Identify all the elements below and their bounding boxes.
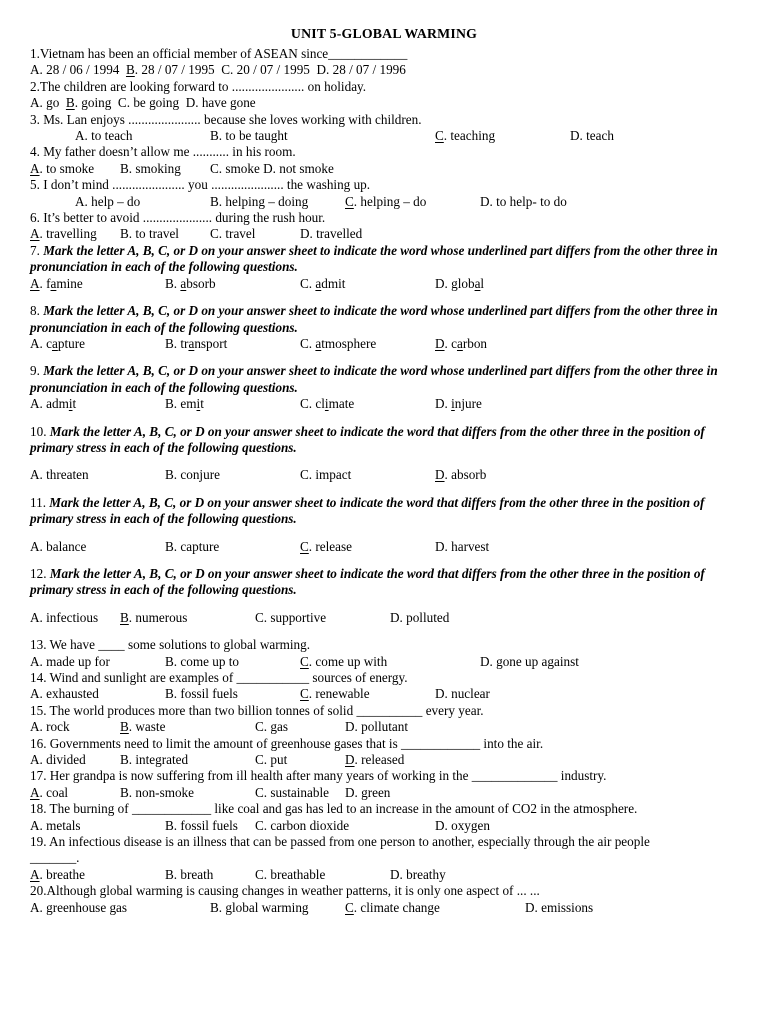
instruction-text: Mark the letter A, B, C, or D on your answer sheet to indicate the word whose underlined part differs from the other three in pronunciation in each of the following questions. — [30, 303, 721, 335]
instruction-text: Mark the letter A, B, C, or D on your answer sheet to indicate the word that differs from the other three in the position of primary stress in each of the following questions. — [30, 565, 709, 598]
question-stem: 6. It’s better to avoid ..................... during the rush hour. — [30, 210, 326, 226]
question-stem: 4. My father doesn’t allow me ........... in his room. — [30, 144, 296, 160]
instruction-text: Mark the letter A, B, C, or D on your answer sheet to indicate the word that differs from the other three in the position of primary stress in each of the following questions. — [30, 423, 709, 455]
question-number: 12. — [30, 565, 50, 581]
question-stem: 3. Ms. Lan enjoys ...................... because she loves working with children. — [30, 111, 422, 127]
question-stem: 20.Although global warming is causing changes in weather patterns, it is only one aspect of ... ... — [30, 883, 540, 899]
blank-line — [30, 292, 738, 303]
answer-options-row: A. threaten B. conjure C. impact D. absorb — [30, 467, 487, 483]
question-stem: 19. An infectious disease is an illness that can be passed from one person to another, especially through the air people — [30, 834, 650, 850]
blank-line — [30, 413, 738, 424]
question-stem: 5. I don’t mind ...................... you ...................... the washing up. — [30, 177, 371, 193]
question-stem: 2.The children are looking forward to ...................... on holiday. — [30, 78, 367, 94]
blank-line — [30, 599, 738, 610]
answer-options-row: A. metals B. fossil fuels C. carbon dioxide D. oxygen — [30, 817, 490, 833]
answer-options-row: A. greenhouse gas B. global warming C. climate change D. emissions — [30, 899, 594, 915]
answer-options-row: A. made up for B. come up to C. come up with D. gone up against — [30, 653, 579, 669]
question-stem: 16. Governments need to limit the amount of greenhouse gases that is ____________ into the air. — [30, 735, 544, 751]
answer-options-row: A. divided B. integrated C. put D. released — [30, 752, 405, 768]
answer-options-row: A. travelling B. to travel C. travel D. travelled — [30, 226, 363, 242]
blank-line — [30, 626, 738, 637]
question-number: 11. — [30, 494, 50, 510]
answer-options-row: A. infectious B. numerous C. supportive D. polluted — [30, 609, 450, 625]
answer-options-row: A. exhausted B. fossil fuels C. renewable D. nuclear — [30, 686, 490, 702]
answer-options-row: A. rock B. waste C. gas D. pollutant — [30, 719, 409, 735]
instruction-paragraph — [30, 243, 738, 276]
question-stem: 14. Wind and sunlight are examples of ___________ sources of energy. — [30, 670, 408, 685]
instruction-text: Mark the letter A, B, C, or D on your answer sheet to indicate the word whose underlined part differs from the other three in pronunciation in each of the following questions. — [30, 242, 721, 275]
question-stem: 17. Her grandpa is now suffering from ill health after many years of working in the _____________ industry. — [30, 768, 607, 784]
instruction-paragraph — [30, 363, 738, 396]
answer-options-row: A. admit B. emit C. climate D. injure — [30, 396, 482, 412]
answer-options-row: A. capture B. transport C. atmosphere D. carbon — [30, 335, 488, 351]
instruction-paragraph — [30, 495, 738, 528]
question-stem: 1.Vietnam has been an official member of ASEAN since____________ — [30, 46, 408, 61]
question-stem: 15. The world produces more than two billion tonnes of solid __________ every year. — [30, 702, 484, 718]
blank-line — [30, 528, 738, 539]
instruction-paragraph — [30, 303, 738, 336]
blank-line — [30, 555, 738, 566]
answer-options-row: A. coal B. non-smoke C. sustainable D. green — [30, 784, 391, 800]
answer-options-row: A. to teach B. to be taught C. teaching D. teach — [30, 128, 614, 144]
answer-options-row: A. breathe B. breath C. breathable D. breathy — [30, 866, 446, 882]
answer-options-row: A. 28 / 06 / 1994 B. 28 / 07 / 1995 C. 20 / 07 / 1995 D. 28 / 07 / 1996 — [30, 62, 406, 78]
blank-line — [30, 352, 738, 363]
blank-line — [30, 456, 738, 467]
instruction-paragraph — [30, 424, 738, 457]
blank-line — [30, 484, 738, 495]
question-number: 10. — [30, 423, 50, 439]
answer-options-row: A. to smoke B. smoking C. smoke D. not smoke — [30, 160, 334, 176]
answer-options-row: A. help – do B. helping – doing C. helping – do D. to help- to do — [30, 193, 567, 209]
question-stem: _______. — [30, 850, 80, 866]
question-stem: 13. We have ____ some solutions to global warming. — [30, 637, 310, 653]
document-body — [30, 46, 738, 916]
answer-options-row: A. famine B. absorb C. admit D. global — [30, 275, 485, 291]
answer-options-row: A. go B. going C. be going D. have gone — [30, 95, 256, 111]
question-stem: 18. The burning of ____________ like coal and gas has led to an increase in the amount of CO2 in the atmosphere. — [30, 801, 638, 817]
instruction-text: Mark the letter A, B, C, or D on your answer sheet to indicate the word whose underlined part differs from the other three in pronunciation in each of the following questions. — [30, 363, 721, 395]
instruction-paragraph — [30, 566, 738, 599]
instruction-text: Mark the letter A, B, C, or D on your answer sheet to indicate the word that differs from the other three in the position of primary stress in each of the following questions. — [30, 494, 708, 527]
document-title: UNIT 5-GLOBAL WARMING — [290, 26, 478, 41]
question-number: 7. — [30, 242, 44, 258]
question-number: 9. — [30, 363, 44, 379]
question-number: 8. — [30, 303, 44, 319]
answer-options-row: A. balance B. capture C. release D. harvest — [30, 538, 490, 554]
